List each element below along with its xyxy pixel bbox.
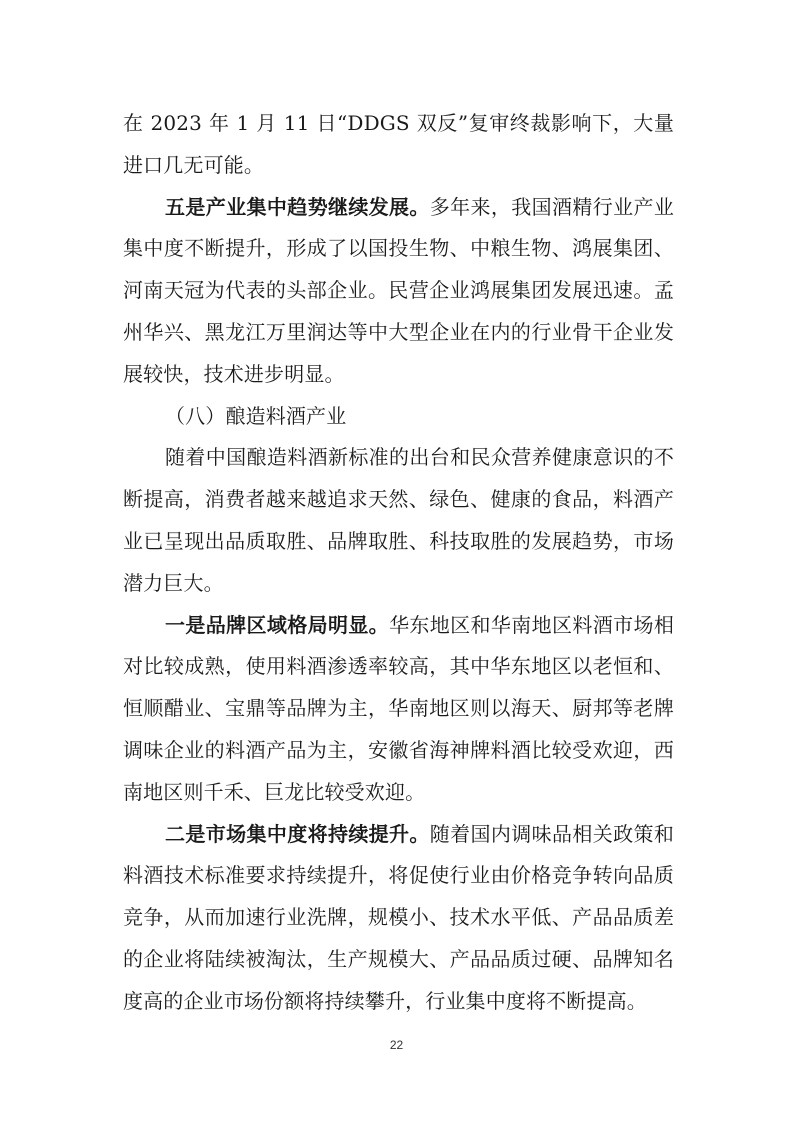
paragraph-text: 多年来，我国酒精行业产业集中度不断提升，形成了以国投生物、中粮生物、鸿展集团、河南天冠为代表的头部企业。民营企业鸿展集团发展迅速。孟州华兴、黑龙江万里润达等中大型企业在内的行业骨干企业发展较快，技术进步明显。 — [123, 194, 674, 386]
paragraph-text: 华东地区和华南地区料酒市场相对比较成熟，使用料酒渗透率较高，其中华东地区以老恒和、恒顺醋业、宝鼎等品牌为主，华南地区则以海天、厨邦等老牌调味企业的料酒产品为主，安徽省海神牌料酒比较受欢迎，西南地区则千禾、巨龙比较受欢迎。 — [123, 612, 674, 804]
page-number: 22 — [389, 1038, 404, 1052]
document-body — [123, 103, 674, 1023]
section-heading-cooking-wine: （八）酿造料酒产业 — [165, 403, 347, 428]
paragraph-lead-heading: 二是市场集中度将持续提升。 — [165, 821, 430, 846]
paragraph-industry-concentration — [123, 187, 674, 396]
paragraph-lead-heading: 一是品牌区域格局明显。 — [165, 612, 390, 637]
paragraph-lead-heading: 五是产业集中趋势继续发展。 — [165, 194, 430, 219]
paragraph-text: 随着国内调味品相关政策和料酒技术标准要求持续提升，将促使行业由价格竞争转向品质竞争，从而加速行业洗牌，规模小、技术水平低、产品品质差的企业将陆续被淘汰，生产规模大、产品品质过硬、品牌知名度高的企业市场份额将持续攀升，行业集中度将不断提高。 — [123, 821, 674, 1013]
paragraph-market-concentration — [123, 814, 674, 1023]
paragraph-ddgs-import — [123, 103, 674, 187]
paragraph-text: 随着中国酿造料酒新标准的出台和民众营养健康意识的不断提高，消费者越来越追求天然、绿色、健康的食品，料酒产业已呈现出品质取胜、品牌取胜、科技取胜的发展趋势，市场潜力巨大。 — [123, 445, 674, 595]
paragraph-brand-regions — [123, 605, 674, 814]
paragraph-text: 在 2023 年 1 月 11 日“DDGS 双反”复审终裁影响下，大量进口几无可能。 — [123, 111, 674, 177]
paragraph-cooking-wine-intro — [123, 437, 674, 604]
